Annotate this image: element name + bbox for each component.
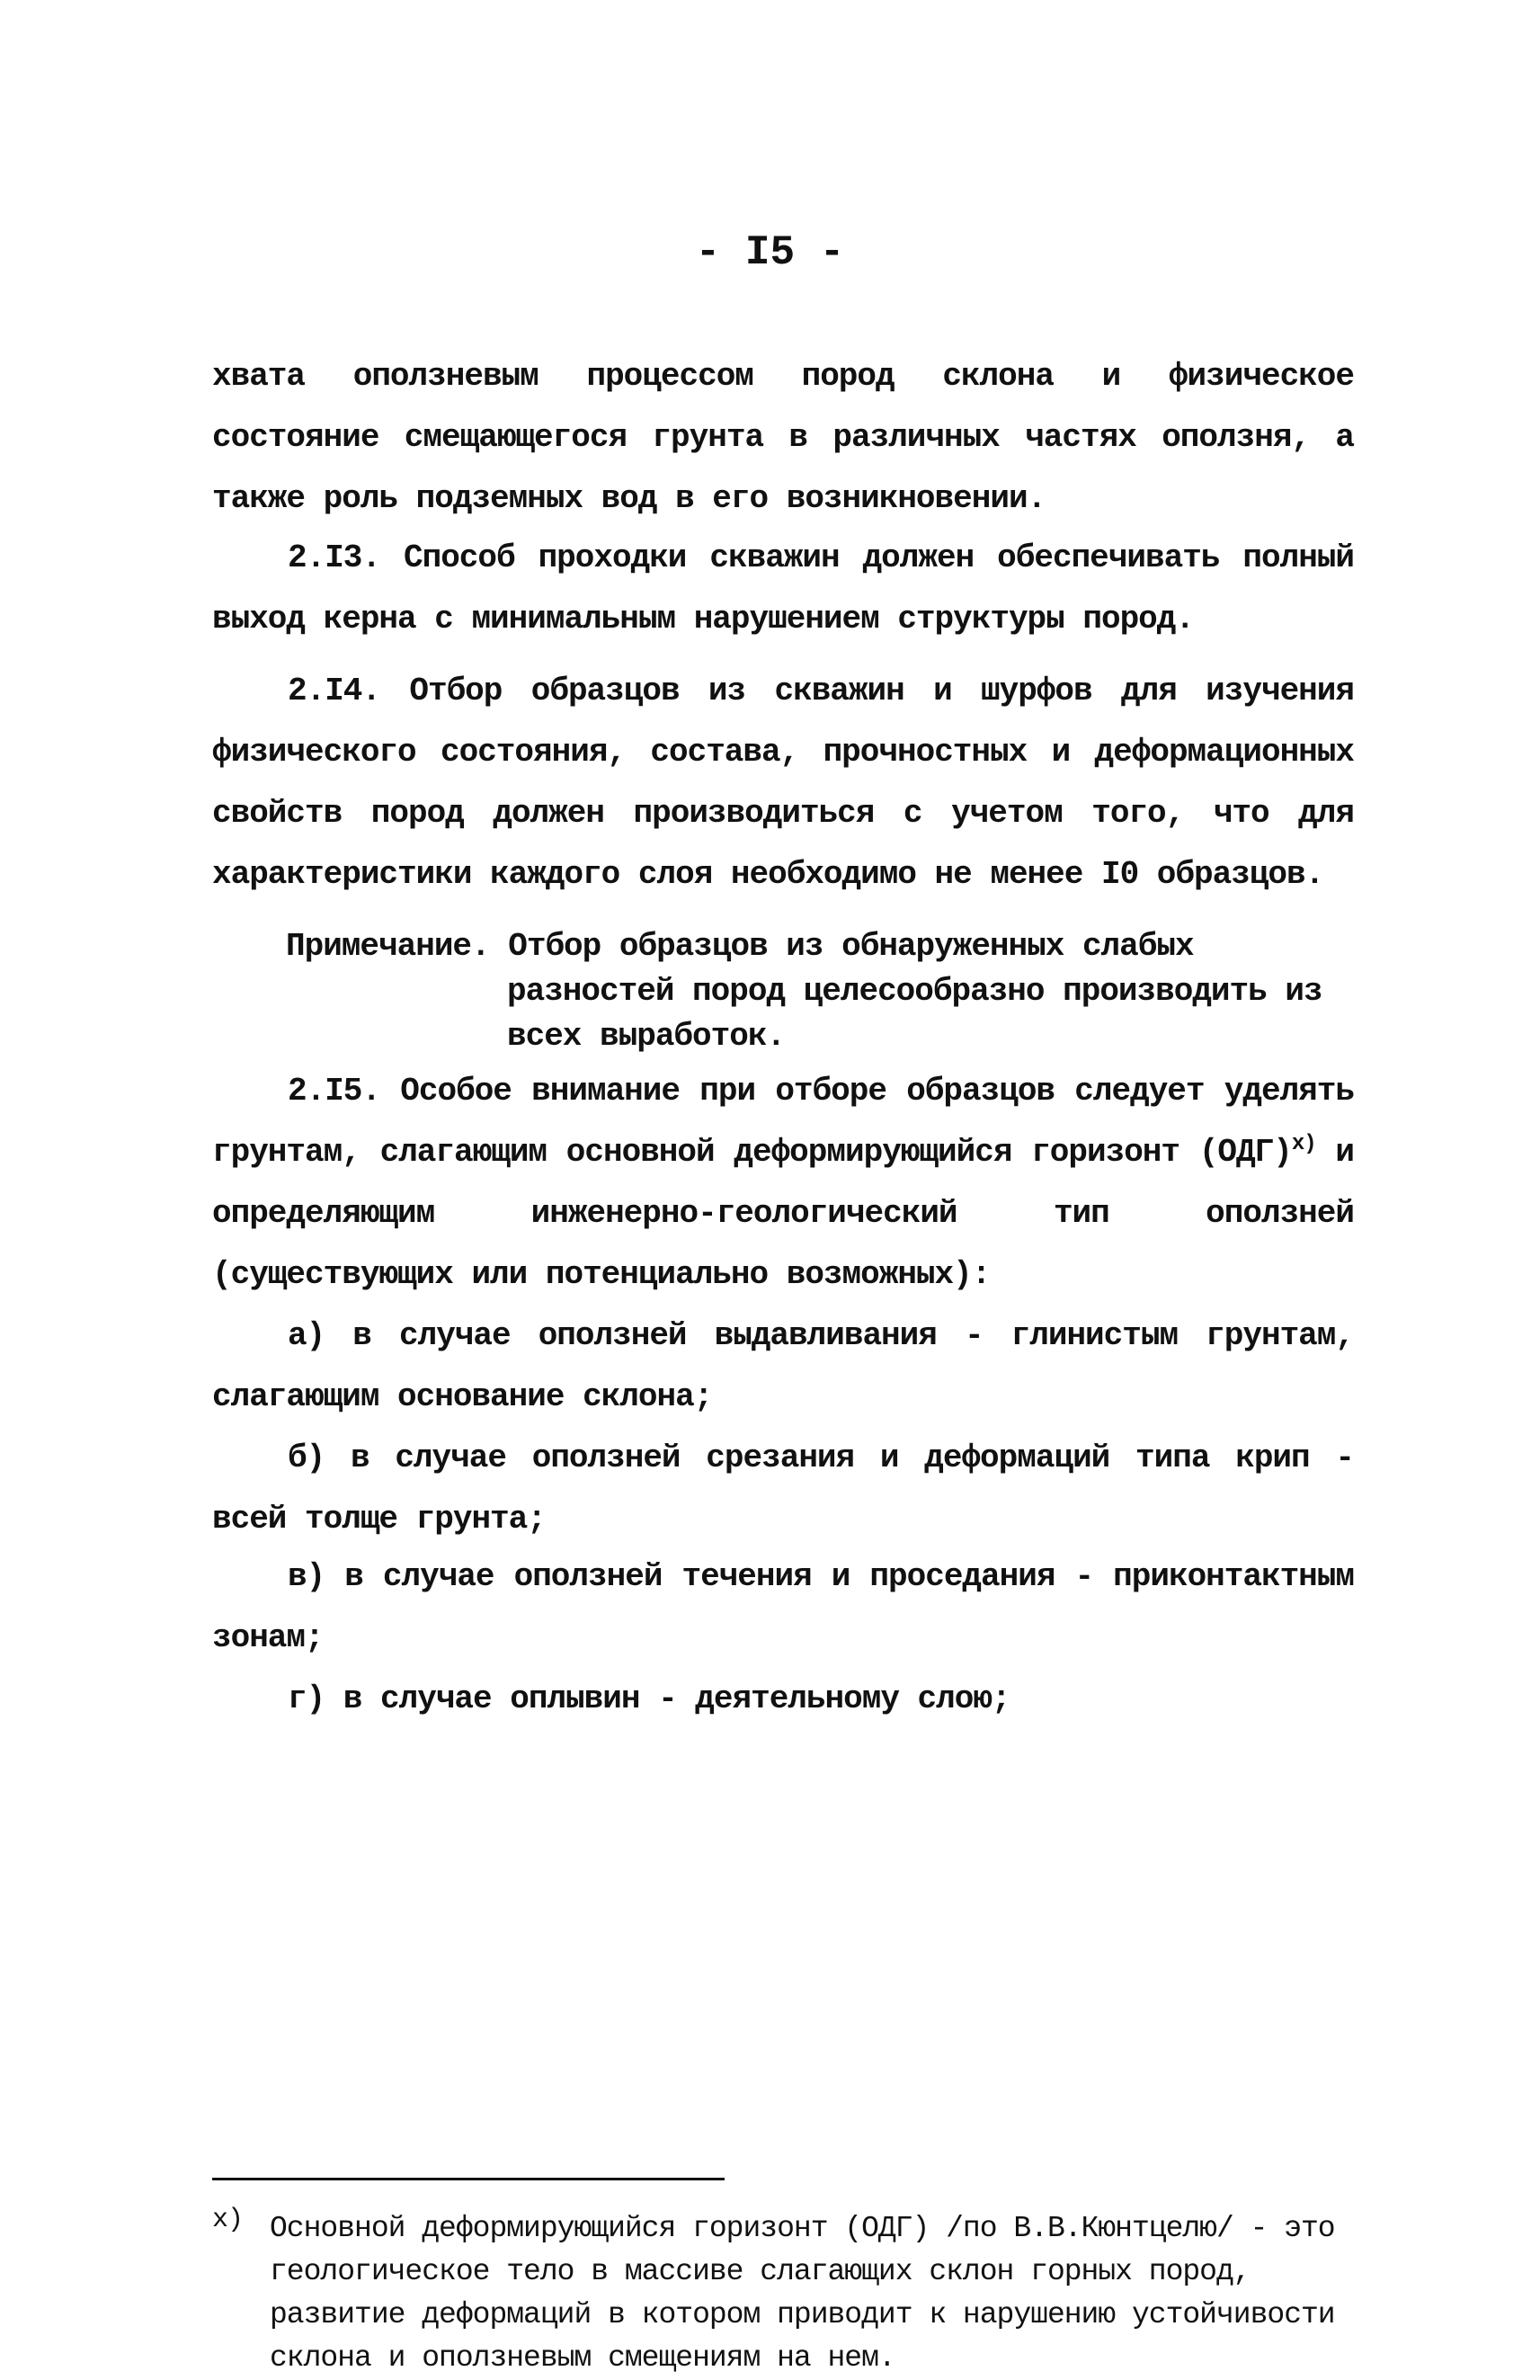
page-number: - I5 - bbox=[695, 229, 845, 276]
footnote bbox=[212, 2207, 1354, 2380]
paragraph-2-15 bbox=[212, 1061, 1354, 1306]
paragraph-2-14: 2.I4. Отбор образцов из скважин и шурфов для изучения физического состояния, состава, прочностных и деформационных свойств пород должен производиться с учетом того, что для характеристики каждого слоя необходимо не менее I0 образцов. bbox=[212, 673, 1354, 893]
paragraph-2-13: 2.I3. Способ проходки скважин должен обеспечивать полный выход керна с минимальным нарушением структуры пород. bbox=[212, 539, 1354, 637]
footnote-reference: х) bbox=[1291, 1132, 1316, 1156]
list-item-d: г) в случае оплывин - деятельному слою; bbox=[288, 1680, 1010, 1717]
footnote-divider bbox=[212, 2178, 725, 2180]
paragraph-2-15-text: 2.I5. Особое внимание при отборе образцов следует уделять грунтам, слагающим основной деформирующийся горизонт (ОДГ) bbox=[212, 1073, 1354, 1171]
footnote-marker: х) bbox=[212, 2205, 244, 2235]
paragraph-continuation: хвата оползневым процессом пород склона и физическое состояние смещающегося грунта в различных частях оползня, а также роль подземных вод в его возникновении. bbox=[212, 358, 1354, 517]
paragraph-2-15-text-continued: и определяющим инженерно-геологический тип оползней (существующих или потенциально возможных): bbox=[212, 1134, 1354, 1293]
footnote-text: Основной деформирующийся горизонт (ОДГ) /по В.В.Кюнтцелю/ - это геологическое тело в массиве слагающих склон горных пород, развитие деформаций в котором приводит к нарушению устойчивости склона и оползневым смещениям на нем. bbox=[270, 2212, 1335, 2375]
list-item-b: б) в случае оползней срезания и деформаций типа крип - всей толще грунта; bbox=[212, 1440, 1354, 1538]
note: Примечание. Отбор образцов из обнаруженных слабых разностей пород целесообразно производить из всех выработок. bbox=[286, 928, 1322, 1055]
list-item-a: а) в случае оползней выдавливания - глинистым грунтам, слагающим основание склона; bbox=[212, 1317, 1354, 1415]
list-item-c: в) в случае оползней течения и проседания - приконтактным зонам; bbox=[212, 1558, 1354, 1656]
